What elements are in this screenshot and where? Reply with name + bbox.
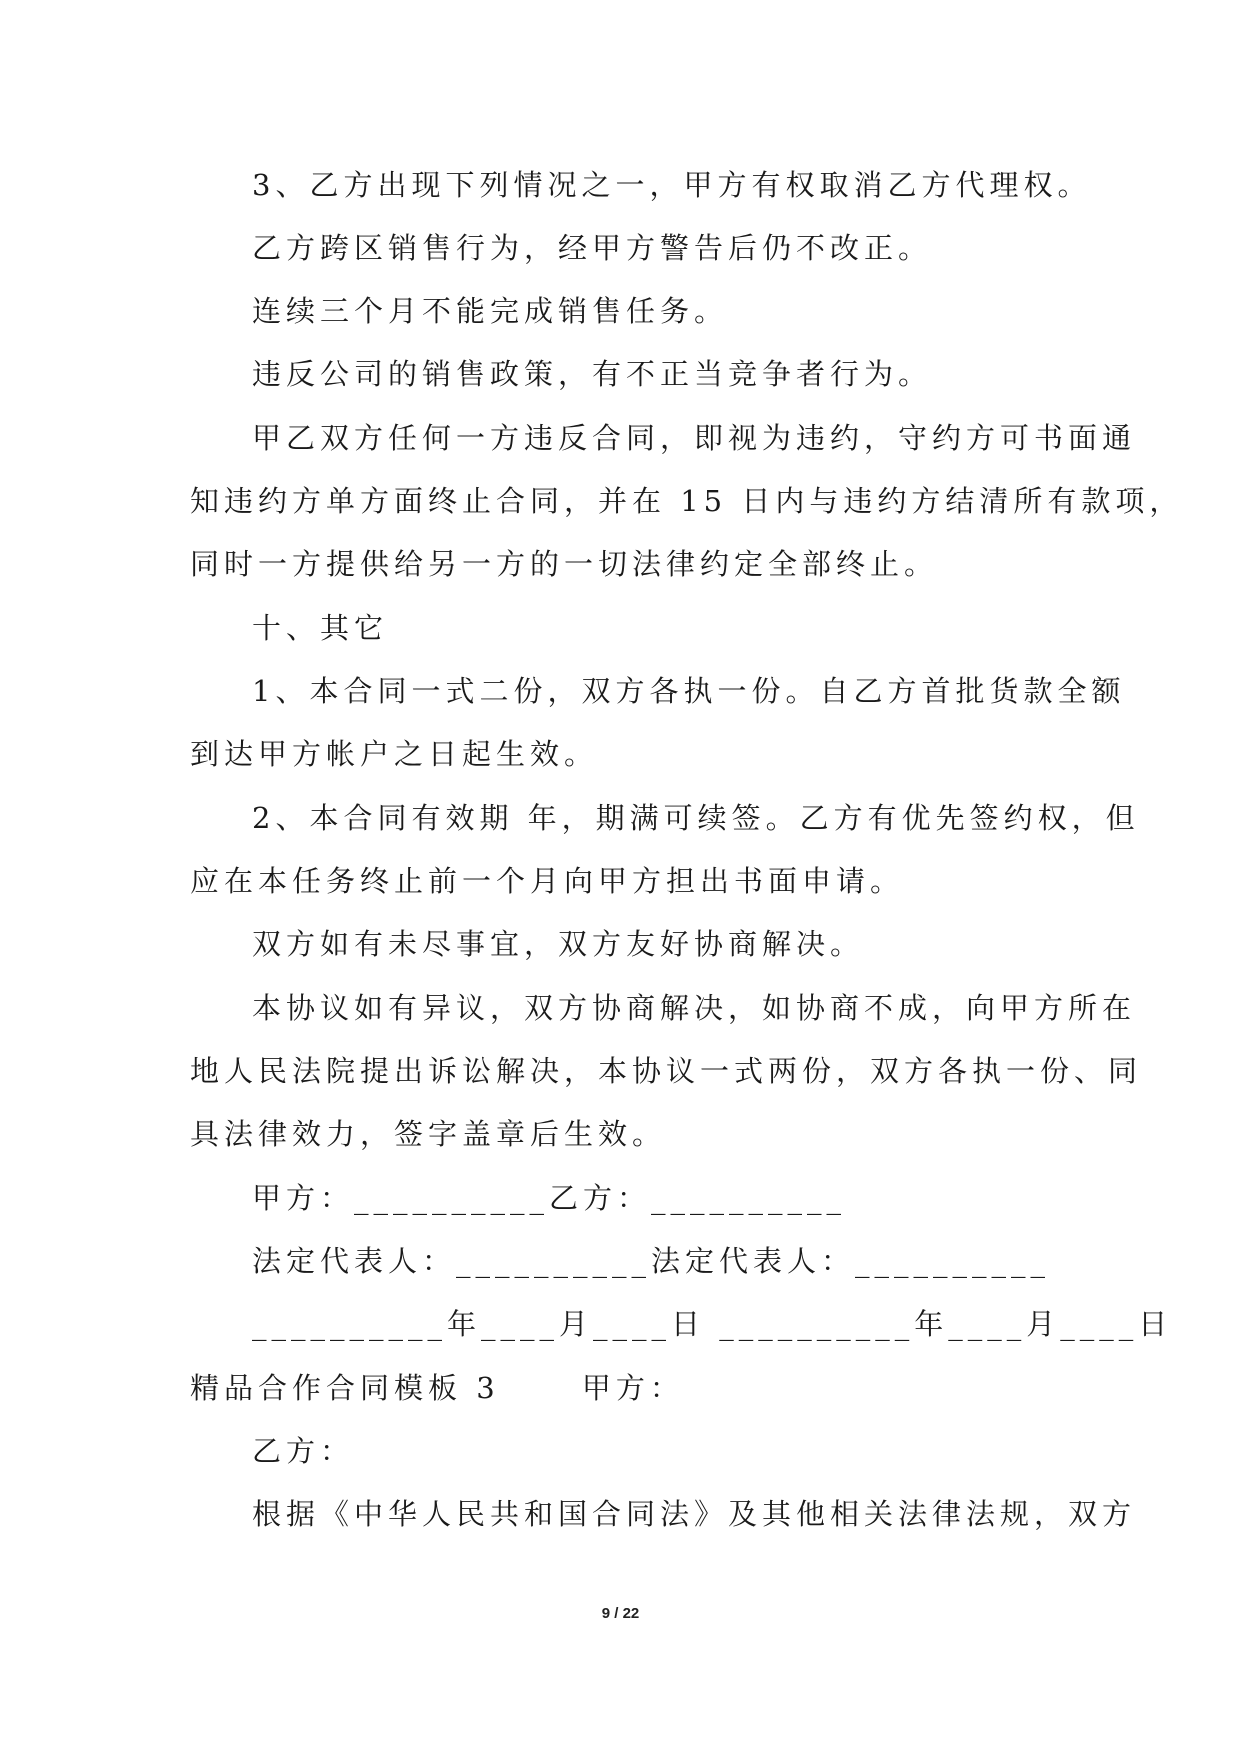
section-heading: 十、其它	[252, 611, 389, 645]
paragraph-line: 3、乙方出现下列情况之一，甲方有权取消乙方代理权。	[252, 168, 1092, 202]
paragraph-line: 1、本合同一式二份，双方各执一份。自乙方首批货款全额	[252, 674, 1126, 708]
paragraph-line: 违反公司的销售政策，有不正当竞争者行为。	[252, 357, 933, 391]
paragraph-line: 连续三个月不能完成销售任务。	[252, 294, 729, 328]
party-line: 乙方：	[252, 1434, 355, 1468]
paragraph-line: 双方如有未尽事宜，双方友好协商解决。	[252, 927, 865, 961]
date-line: __________年____月____日 __________年____月____日	[252, 1307, 1173, 1341]
signature-line: 法定代表人：__________法定代表人：__________	[252, 1244, 1051, 1278]
paragraph-line: 同时一方提供给另一方的一切法律约定全部终止。	[190, 547, 939, 581]
page-number: 9 / 22	[601, 1605, 640, 1622]
paragraph-line: 应在本任务终止前一个月向甲方担出书面申请。	[190, 864, 905, 898]
paragraph-line: 知违约方单方面终止合同，并在 15 日内与违约方结清所有款项，	[190, 484, 1184, 518]
paragraph-line: 2、本合同有效期 年，期满可续签。乙方有优先签约权，但	[252, 801, 1140, 835]
paragraph-line: 乙方跨区销售行为，经甲方警告后仍不改正。	[252, 231, 933, 265]
paragraph-line: 具法律效力，签字盖章后生效。	[190, 1117, 667, 1151]
paragraph-line: 本协议如有异议，双方协商解决，如协商不成，向甲方所在	[252, 991, 1137, 1025]
paragraph-line: 到达甲方帐户之日起生效。	[190, 737, 599, 771]
signature-line: 甲方：__________乙方：__________	[252, 1181, 847, 1215]
template-title: 精品合作合同模板 3 甲方：	[190, 1371, 684, 1405]
paragraph-line: 地人民法院提出诉讼解决，本协议一式两份，双方各执一份、同	[190, 1054, 1143, 1088]
paragraph-line: 甲乙双方任何一方违反合同，即视为违约，守约方可书面通	[252, 421, 1137, 455]
paragraph-line: 根据《中华人民共和国合同法》及其他相关法律法规，双方	[252, 1497, 1137, 1531]
